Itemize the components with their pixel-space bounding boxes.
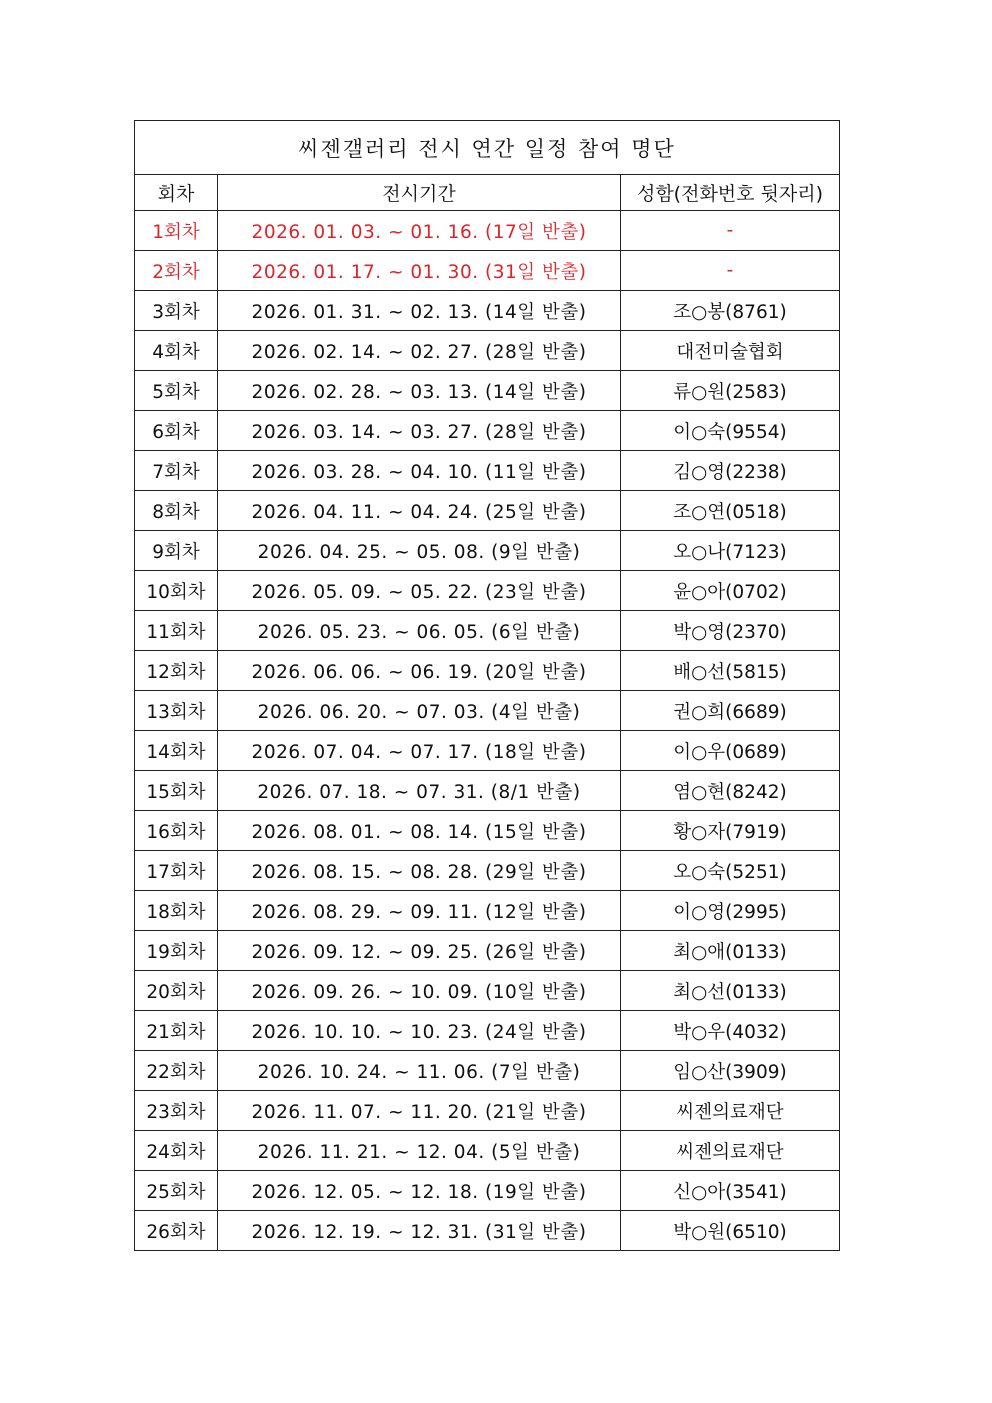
period-cell: 2026. 05. 09. ~ 05. 22. (23일 반출)	[218, 571, 621, 611]
round-cell: 26회차	[135, 1211, 218, 1251]
period-cell: 2026. 08. 15. ~ 08. 28. (29일 반출)	[218, 851, 621, 891]
round-cell: 5회차	[135, 371, 218, 411]
period-cell: 2026. 06. 06. ~ 06. 19. (20일 반출)	[218, 651, 621, 691]
table-row	[135, 731, 840, 771]
period-cell: 2026. 08. 01. ~ 08. 14. (15일 반출)	[218, 811, 621, 851]
round-cell: 2회차	[135, 251, 218, 291]
round-cell: 19회차	[135, 931, 218, 971]
name-cell: 임○산(3909)	[621, 1051, 840, 1091]
name-cell: 박○영(2370)	[621, 611, 840, 651]
name-cell: 오○숙(5251)	[621, 851, 840, 891]
period-cell: 2026. 02. 28. ~ 03. 13. (14일 반출)	[218, 371, 621, 411]
name-cell: 씨젠의료재단	[621, 1091, 840, 1131]
table-row	[135, 611, 840, 651]
name-cell: 대전미술협회	[621, 331, 840, 371]
round-cell: 1회차	[135, 211, 218, 251]
header-name: 성함(전화번호 뒷자리)	[621, 175, 840, 211]
name-cell: 최○선(0133)	[621, 971, 840, 1011]
period-cell: 2026. 06. 20. ~ 07. 03. (4일 반출)	[218, 691, 621, 731]
table-row	[135, 891, 840, 931]
name-cell: 이○영(2995)	[621, 891, 840, 931]
table-row	[135, 451, 840, 491]
table-row	[135, 251, 840, 291]
name-cell: 박○우(4032)	[621, 1011, 840, 1051]
period-cell: 2026. 01. 31. ~ 02. 13. (14일 반출)	[218, 291, 621, 331]
period-cell: 2026. 01. 03. ~ 01. 16. (17일 반출)	[218, 211, 621, 251]
name-cell: 조○연(0518)	[621, 491, 840, 531]
table-row	[135, 1131, 840, 1171]
table-row	[135, 651, 840, 691]
table-row	[135, 691, 840, 731]
table-row	[135, 571, 840, 611]
round-cell: 20회차	[135, 971, 218, 1011]
period-cell: 2026. 10. 10. ~ 10. 23. (24일 반출)	[218, 1011, 621, 1051]
round-cell: 9회차	[135, 531, 218, 571]
name-cell: 박○원(6510)	[621, 1211, 840, 1251]
period-cell: 2026. 12. 05. ~ 12. 18. (19일 반출)	[218, 1171, 621, 1211]
period-cell: 2026. 11. 07. ~ 11. 20. (21일 반출)	[218, 1091, 621, 1131]
round-cell: 21회차	[135, 1011, 218, 1051]
period-cell: 2026. 12. 19. ~ 12. 31. (31일 반출)	[218, 1211, 621, 1251]
round-cell: 6회차	[135, 411, 218, 451]
name-cell: 김○영(2238)	[621, 451, 840, 491]
table-row	[135, 931, 840, 971]
name-cell: 최○애(0133)	[621, 931, 840, 971]
round-cell: 3회차	[135, 291, 218, 331]
table-row	[135, 851, 840, 891]
round-cell: 4회차	[135, 331, 218, 371]
name-cell: 류○원(2583)	[621, 371, 840, 411]
round-cell: 25회차	[135, 1171, 218, 1211]
table-row	[135, 1051, 840, 1091]
table-row	[135, 811, 840, 851]
period-cell: 2026. 10. 24. ~ 11. 06. (7일 반출)	[218, 1051, 621, 1091]
name-cell: 윤○아(0702)	[621, 571, 840, 611]
round-cell: 16회차	[135, 811, 218, 851]
period-cell: 2026. 09. 12. ~ 09. 25. (26일 반출)	[218, 931, 621, 971]
round-cell: 13회차	[135, 691, 218, 731]
round-cell: 11회차	[135, 611, 218, 651]
table-row	[135, 771, 840, 811]
period-cell: 2026. 08. 29. ~ 09. 11. (12일 반출)	[218, 891, 621, 931]
period-cell: 2026. 05. 23. ~ 06. 05. (6일 반출)	[218, 611, 621, 651]
period-cell: 2026. 04. 11. ~ 04. 24. (25일 반출)	[218, 491, 621, 531]
table-row	[135, 1011, 840, 1051]
name-cell: -	[621, 211, 840, 251]
table-row	[135, 211, 840, 251]
round-cell: 7회차	[135, 451, 218, 491]
table-row	[135, 411, 840, 451]
table-body	[135, 211, 840, 1251]
round-cell: 23회차	[135, 1091, 218, 1131]
round-cell: 18회차	[135, 891, 218, 931]
name-cell: 조○봉(8761)	[621, 291, 840, 331]
table-row	[135, 531, 840, 571]
table-row	[135, 291, 840, 331]
header-row	[135, 175, 840, 211]
period-cell: 2026. 02. 14. ~ 02. 27. (28일 반출)	[218, 331, 621, 371]
header-round: 회차	[135, 175, 218, 211]
round-cell: 15회차	[135, 771, 218, 811]
schedule-table	[134, 120, 840, 1251]
table-row	[135, 1171, 840, 1211]
period-cell: 2026. 07. 18. ~ 07. 31. (8/1 반출)	[218, 771, 621, 811]
period-cell: 2026. 07. 04. ~ 07. 17. (18일 반출)	[218, 731, 621, 771]
name-cell: 염○현(8242)	[621, 771, 840, 811]
round-cell: 12회차	[135, 651, 218, 691]
round-cell: 10회차	[135, 571, 218, 611]
table-title: 씨젠갤러리 전시 연간 일정 참여 명단	[135, 121, 840, 175]
name-cell: 권○희(6689)	[621, 691, 840, 731]
round-cell: 8회차	[135, 491, 218, 531]
table-row	[135, 1091, 840, 1131]
name-cell: 이○우(0689)	[621, 731, 840, 771]
period-cell: 2026. 03. 28. ~ 04. 10. (11일 반출)	[218, 451, 621, 491]
table-row	[135, 1211, 840, 1251]
period-cell: 2026. 01. 17. ~ 01. 30. (31일 반출)	[218, 251, 621, 291]
round-cell: 17회차	[135, 851, 218, 891]
round-cell: 14회차	[135, 731, 218, 771]
table-row	[135, 491, 840, 531]
period-cell: 2026. 11. 21. ~ 12. 04. (5일 반출)	[218, 1131, 621, 1171]
table-row	[135, 971, 840, 1011]
name-cell: 신○아(3541)	[621, 1171, 840, 1211]
name-cell: 황○자(7919)	[621, 811, 840, 851]
table-row	[135, 371, 840, 411]
name-cell: -	[621, 251, 840, 291]
table-row	[135, 331, 840, 371]
name-cell: 이○숙(9554)	[621, 411, 840, 451]
period-cell: 2026. 09. 26. ~ 10. 09. (10일 반출)	[218, 971, 621, 1011]
name-cell: 배○선(5815)	[621, 651, 840, 691]
period-cell: 2026. 03. 14. ~ 03. 27. (28일 반출)	[218, 411, 621, 451]
name-cell: 씨젠의료재단	[621, 1131, 840, 1171]
name-cell: 오○나(7123)	[621, 531, 840, 571]
round-cell: 22회차	[135, 1051, 218, 1091]
period-cell: 2026. 04. 25. ~ 05. 08. (9일 반출)	[218, 531, 621, 571]
header-period: 전시기간	[218, 175, 621, 211]
round-cell: 24회차	[135, 1131, 218, 1171]
